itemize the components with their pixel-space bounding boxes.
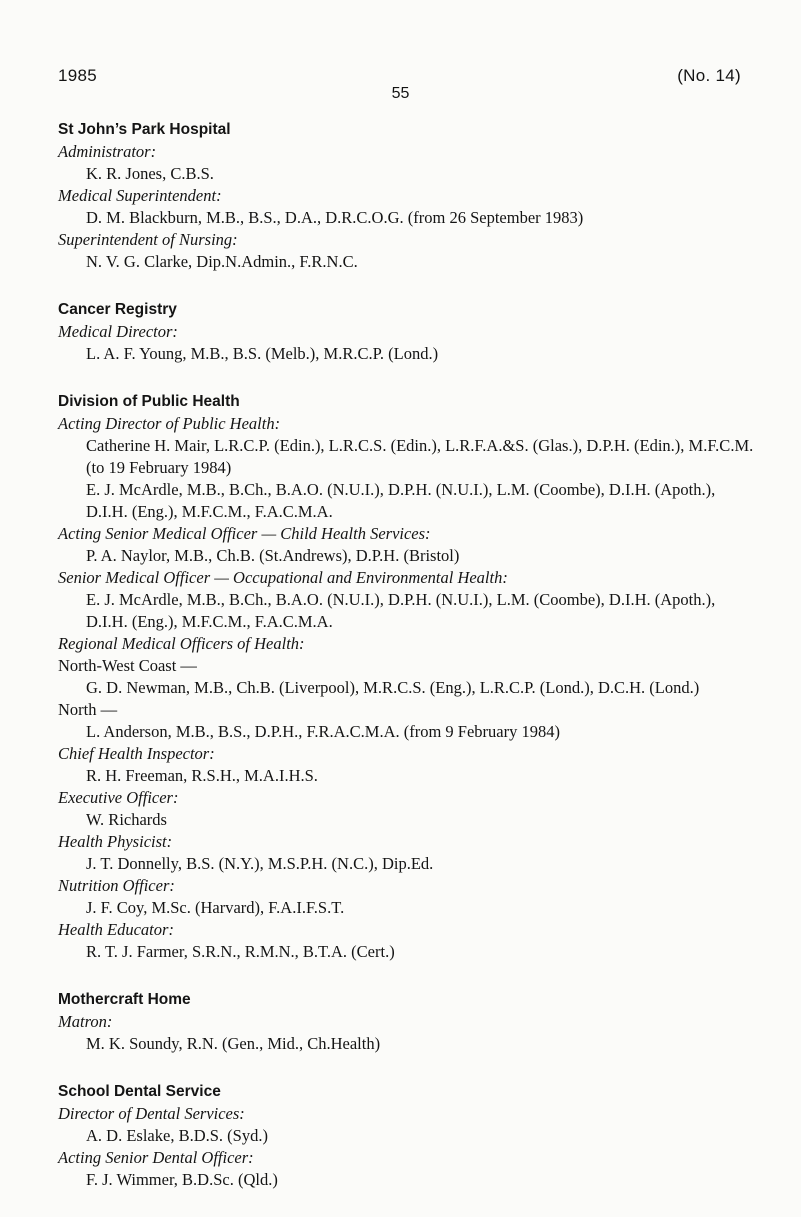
person-name-continued: (to 19 February 1984) — [86, 458, 232, 477]
person-entry — [58, 765, 788, 787]
person-entry — [58, 207, 788, 229]
section-title: Division of Public Health — [58, 393, 240, 410]
person-entry — [58, 677, 788, 699]
role-title: Regional Medical Officers of Health: — [58, 634, 305, 653]
role-title: Health Educator: — [58, 920, 174, 939]
person-entry — [58, 897, 788, 919]
person-name-continued: D.I.H. (Eng.), M.F.C.M., F.A.C.M.A. — [86, 612, 333, 631]
person-name-continued: D.I.H. (Eng.), M.F.C.M., F.A.C.M.A. — [86, 502, 333, 521]
person-name: E. J. McArdle, M.B., B.Ch., B.A.O. (N.U.I.), D.P.H. (N.U.I.), L.M. (Coombe), D.I.H. (Apoth.), — [86, 590, 716, 609]
person-entry — [58, 1033, 788, 1055]
person-entry — [58, 479, 788, 523]
person-entry — [58, 435, 788, 479]
person-entry — [58, 1125, 788, 1147]
header-year: 1985 — [58, 66, 98, 85]
person-entry — [58, 1169, 788, 1191]
section-title: Cancer Registry — [58, 301, 177, 318]
person-name: Catherine H. Mair, L.R.C.P. (Edin.), L.R.C.S. (Edin.), L.R.F.A.&S. (Glas.), D.P.H. (Edin.), M.F.C.M. — [86, 436, 754, 455]
person-entry — [58, 589, 788, 633]
person-name: M. K. Soundy, R.N. (Gen., Mid., Ch.Health) — [86, 1034, 381, 1053]
directory-section — [58, 391, 788, 963]
document-body — [58, 119, 788, 1217]
role-title: Acting Senior Dental Officer: — [58, 1148, 254, 1167]
person-name: J. F. Coy, M.Sc. (Harvard), F.A.I.F.S.T. — [86, 898, 345, 917]
section-title: School Dental Service — [58, 1083, 221, 1100]
role-title: Acting Senior Medical Officer — Child Health Services: — [58, 524, 431, 543]
directory-section — [58, 1081, 788, 1191]
region-label: North-West Coast — — [58, 656, 197, 675]
person-name: K. R. Jones, C.B.S. — [86, 164, 214, 183]
role-title: Health Physicist: — [58, 832, 173, 851]
person-name: E. J. McArdle, M.B., B.Ch., B.A.O. (N.U.I.), D.P.H. (N.U.I.), L.M. (Coombe), D.I.H. (Apoth.), — [86, 480, 716, 499]
role-title: Administrator: — [58, 142, 157, 161]
person-name: W. Richards — [86, 810, 167, 829]
section-title: St John’s Park Hospital — [58, 121, 231, 138]
person-name: R. T. J. Farmer, S.R.N., R.M.N., B.T.A. (Cert.) — [86, 942, 395, 961]
role-title: Matron: — [58, 1012, 113, 1031]
person-entry — [58, 721, 788, 743]
role-title: Senior Medical Officer — Occupational and Environmental Health: — [58, 568, 508, 587]
role-title: Nutrition Officer: — [58, 876, 175, 895]
person-entry — [58, 163, 788, 185]
role-title: Director of Dental Services: — [58, 1104, 245, 1123]
person-entry — [58, 809, 788, 831]
person-name: L. Anderson, M.B., B.S., D.P.H., F.R.A.C.M.A. (from 9 February 1984) — [86, 722, 560, 741]
role-title: Medical Director: — [58, 322, 178, 341]
role-title: Chief Health Inspector: — [58, 744, 215, 763]
header-number: (No. 14) — [677, 66, 741, 85]
page-number: 55 — [391, 85, 410, 102]
person-name: R. H. Freeman, R.S.H., M.A.I.H.S. — [86, 766, 318, 785]
person-name: G. D. Newman, M.B., Ch.B. (Liverpool), M.R.C.S. (Eng.), L.R.C.P. (Lond.), D.C.H. (Lond.) — [86, 678, 700, 697]
person-name: N. V. G. Clarke, Dip.N.Admin., F.R.N.C. — [86, 252, 358, 271]
person-entry — [58, 853, 788, 875]
person-entry — [58, 941, 788, 963]
person-name: L. A. F. Young, M.B., B.S. (Melb.), M.R.C.P. (Lond.) — [86, 344, 439, 363]
role-title: Superintendent of Nursing: — [58, 230, 238, 249]
role-title: Acting Director of Public Health: — [58, 414, 281, 433]
section-title: Mothercraft Home — [58, 991, 191, 1008]
person-name: D. M. Blackburn, M.B., B.S., D.A., D.R.C.O.G. (from 26 September 1983) — [86, 208, 584, 227]
person-entry — [58, 343, 788, 365]
person-name: J. T. Donnelly, B.S. (N.Y.), M.S.P.H. (N.C.), Dip.Ed. — [86, 854, 434, 873]
role-title: Medical Superintendent: — [58, 186, 222, 205]
directory-section — [58, 989, 788, 1055]
region-label: North — — [58, 700, 118, 719]
person-name: P. A. Naylor, M.B., Ch.B. (St.Andrews), D.P.H. (Bristol) — [86, 546, 460, 565]
person-entry — [58, 251, 788, 273]
person-name: F. J. Wimmer, B.D.Sc. (Qld.) — [86, 1170, 278, 1189]
person-entry — [58, 545, 788, 567]
directory-section — [58, 119, 788, 273]
role-title: Executive Officer: — [58, 788, 179, 807]
directory-section — [58, 299, 788, 365]
person-name: A. D. Eslake, B.D.S. (Syd.) — [86, 1126, 268, 1145]
